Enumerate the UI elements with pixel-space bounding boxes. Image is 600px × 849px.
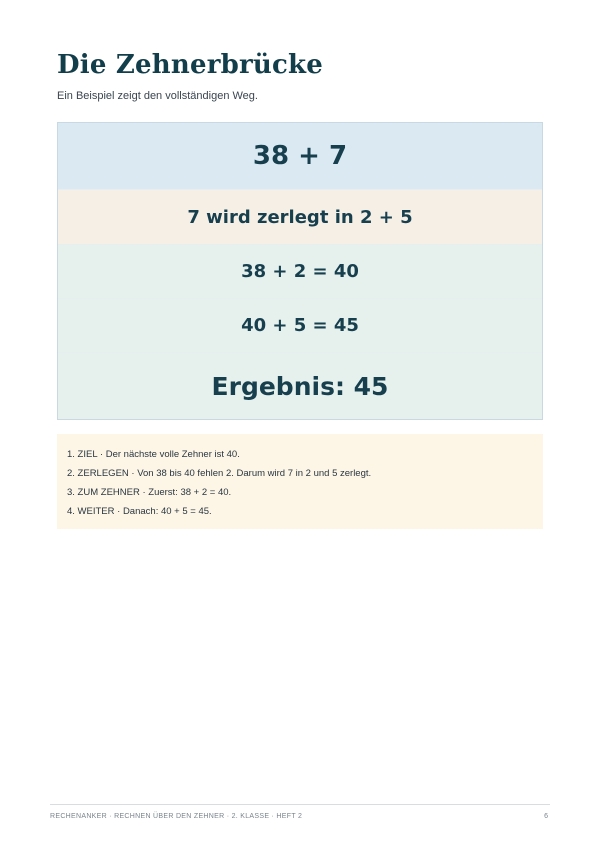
explanation-box	[57, 434, 543, 529]
step-to-ten: 38 + 2 = 40	[58, 245, 542, 299]
list-item: 1. ZIEL · Der nächste volle Zehner ist 40.	[67, 449, 240, 460]
list-item: 2. ZERLEGEN · Von 38 bis 40 fehlen 2. Darum wird 7 in 2 und 5 zerlegt.	[67, 468, 372, 479]
explanation-list	[67, 445, 533, 521]
footer-text: RECHENANKER · RECHNEN ÜBER DEN ZEHNER · 2. KLASSE · HEFT 2	[50, 813, 303, 820]
step-remainder: 40 + 5 = 45	[58, 299, 542, 353]
page-number: 6	[544, 813, 548, 820]
step-result: Ergebnis: 45	[58, 353, 542, 419]
footer-divider	[50, 804, 550, 805]
list-item: 4. WEITER · Danach: 40 + 5 = 45.	[67, 506, 212, 517]
page-subtitle: Ein Beispiel zeigt den vollständigen Weg.	[57, 90, 258, 102]
step-task: 38 + 7	[58, 123, 542, 190]
page-title: Die Zehnerbrücke	[57, 50, 323, 80]
calculation-steps	[57, 122, 543, 420]
list-item: 3. ZUM ZEHNER · Zuerst: 38 + 2 = 40.	[67, 487, 232, 498]
step-decompose: 7 wird zerlegt in 2 + 5	[58, 190, 542, 245]
